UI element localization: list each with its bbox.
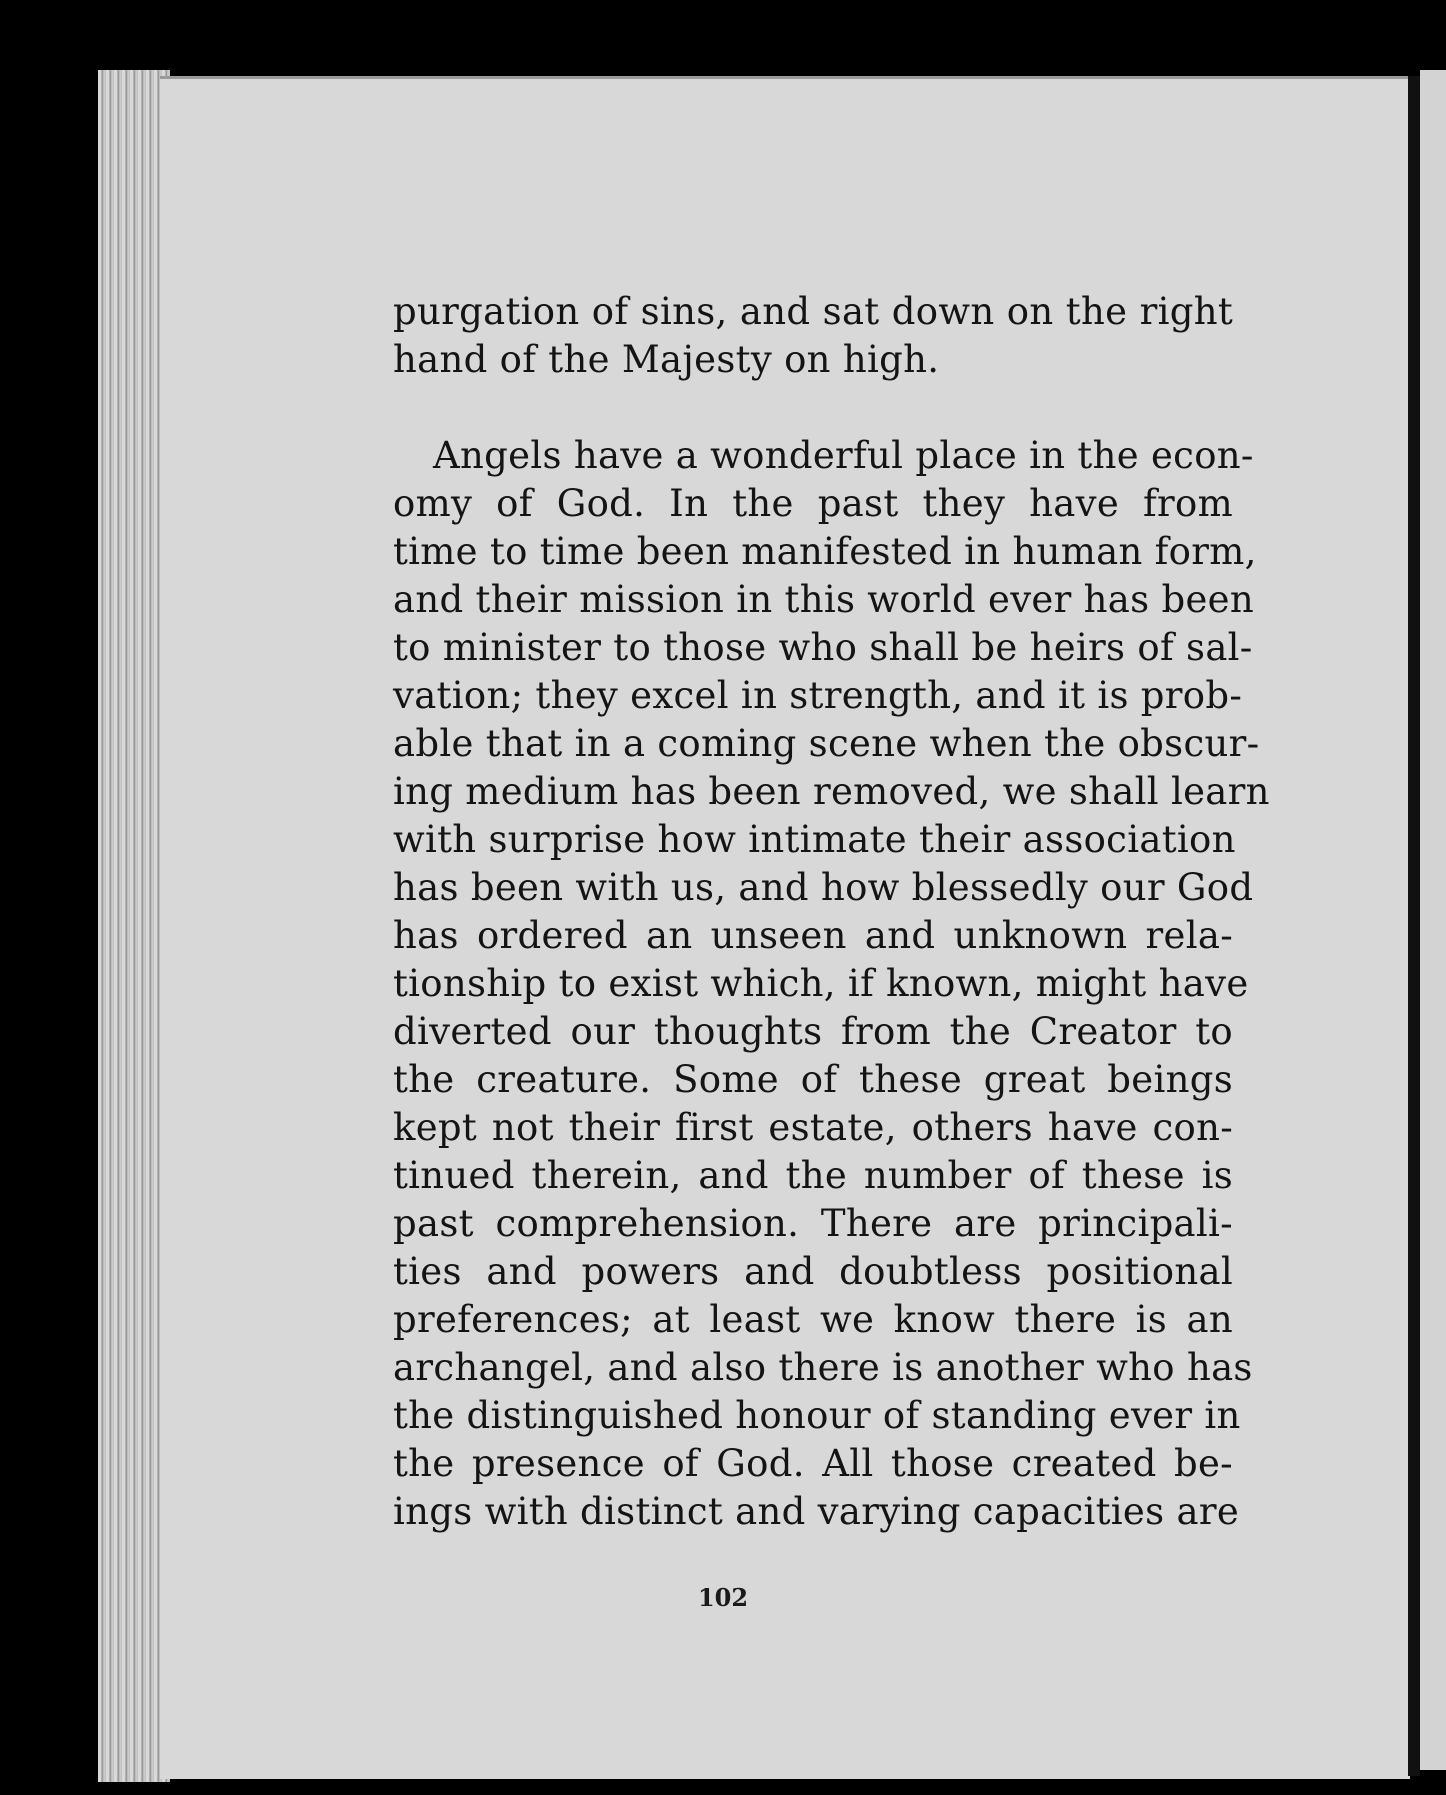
text-line: diverted our thoughts from the Creator to — [393, 1010, 1233, 1053]
text-line: tionship to exist which, if known, might have — [393, 962, 1249, 1005]
text-line: preferences; at least we know there is an — [393, 1298, 1233, 1341]
text-line: ties and powers and doubtless positional — [393, 1250, 1233, 1293]
text-line: able that in a coming scene when the obscur- — [393, 722, 1260, 765]
text-line: time to time been manifested in human form, — [393, 530, 1257, 573]
facing-page-edge — [1420, 70, 1446, 1770]
text-line: Angels have a wonderful place in the econ- — [433, 434, 1254, 477]
text-line: and their mission in this world ever has been — [393, 578, 1255, 621]
text-line: ings with distinct and varying capacities are — [393, 1490, 1240, 1533]
gutter-shadow — [1408, 76, 1420, 1776]
text-line: the presence of God. All those created be- — [393, 1442, 1233, 1485]
text-line: the distinguished honour of standing ever in — [393, 1394, 1241, 1437]
text-line: ing medium has been removed, we shall learn — [393, 770, 1270, 813]
text-line: vation; they excel in strength, and it is prob- — [393, 674, 1243, 717]
text-line: purgation of sins, and sat down on the right — [393, 290, 1233, 333]
paragraph-gap — [393, 384, 1233, 432]
text-line: the creature. Some of these great beings — [393, 1058, 1233, 1101]
text-line: with surprise how intimate their association — [393, 818, 1236, 861]
text-line: past comprehension. There are principali- — [393, 1202, 1233, 1245]
body-text — [393, 288, 1270, 1536]
text-line: has been with us, and how blessedly our God — [393, 866, 1254, 909]
text-line: hand of the Majesty on high. — [393, 338, 940, 381]
text-line: omy of God. In the past they have from — [393, 482, 1233, 525]
text-line: has ordered an unseen and unknown rela- — [393, 914, 1233, 957]
text-line: kept not their first estate, others have con- — [393, 1106, 1233, 1149]
text-line: tinued therein, and the number of these is — [393, 1154, 1233, 1197]
text-line: to minister to those who shall be heirs of sal- — [393, 626, 1253, 669]
page-number: 102 — [697, 1583, 749, 1612]
text-line: archangel, and also there is another who has — [393, 1346, 1253, 1389]
